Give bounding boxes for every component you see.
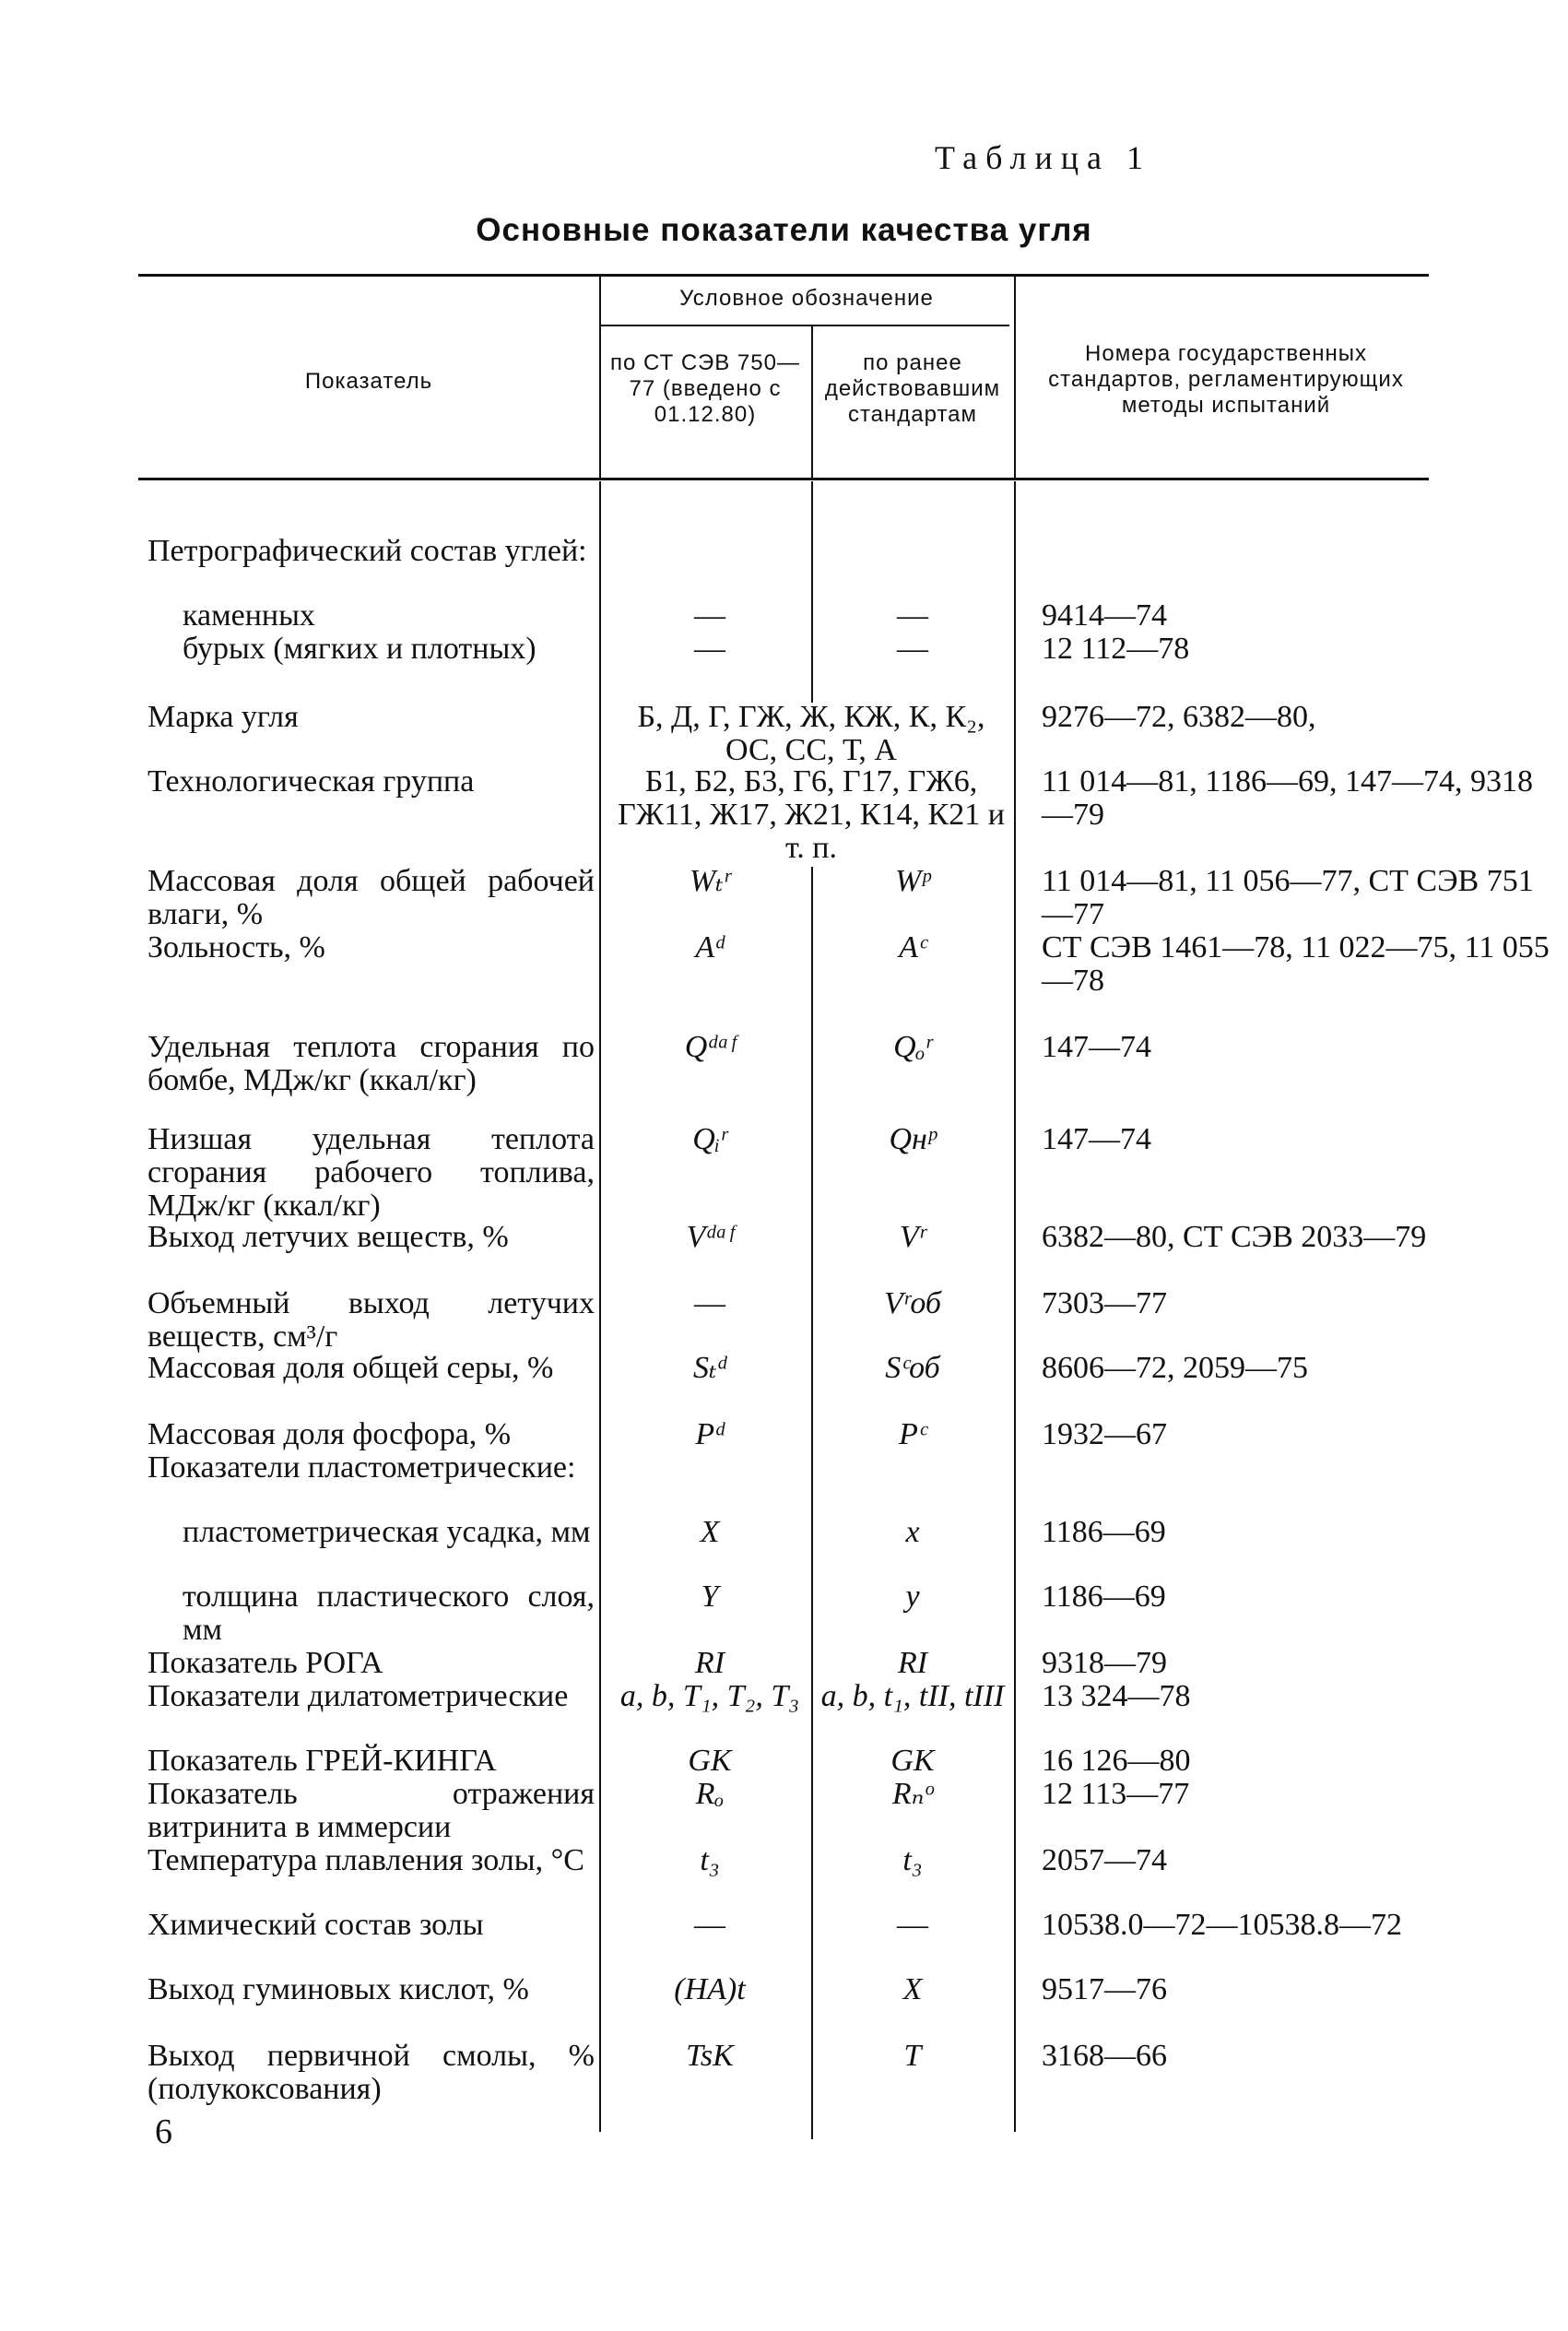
- table-title: Основные показатели качества угля: [476, 212, 1092, 248]
- col-divider-3: [1014, 277, 1016, 478]
- header-standards: Номера государственных стандартов, регламентирующих методы испытаний: [1048, 341, 1404, 418]
- page-number: 6: [155, 2112, 172, 2151]
- body-divider-1: [599, 481, 601, 2132]
- body-divider-3: [1014, 481, 1016, 2132]
- header-sev: по СТ СЭВ 750—77 (введено с 01.12.80): [610, 350, 800, 427]
- header-indicator: Показатель: [304, 369, 433, 394]
- designation-rule: [599, 325, 1009, 326]
- header-prev: по ранее действовавшим стандартам: [824, 350, 1001, 427]
- header-bottom-rule: [138, 478, 1429, 480]
- body-divider-2a: [811, 481, 813, 703]
- col-divider-1: [599, 277, 601, 478]
- table-top-rule: [138, 274, 1429, 277]
- table-number: Таблица 1: [935, 139, 1151, 176]
- col-divider-2: [811, 326, 813, 478]
- header-designation: Условное обозначение: [679, 286, 934, 311]
